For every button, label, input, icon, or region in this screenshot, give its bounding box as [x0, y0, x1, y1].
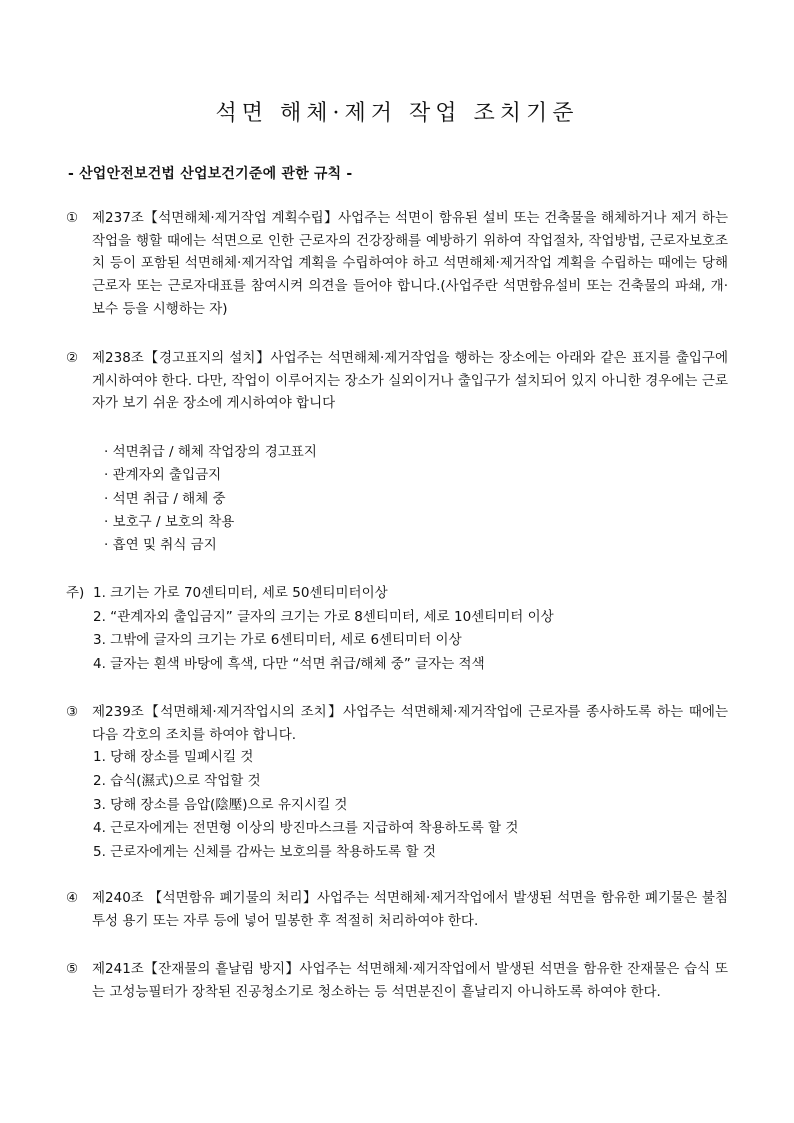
article-241	[66, 958, 728, 1003]
page-subtitle: - 산업안전보건법 산업보건기준에 관한 규칙 -	[68, 166, 353, 182]
list-item: 3. 그밖에 글자의 크기는 가로 6센티미터, 세로 6센티미터 이상	[93, 632, 462, 648]
article-number: ①	[66, 210, 79, 226]
article-text: 제239조【석면해체·제거작업시의 조치】사업주는 석면해체·제거작업에 근로자를 종사하도록 하는 때에는 다음 각호의 조치를 하여야 합니다.	[92, 704, 728, 743]
list-item: 1. 당해 장소를 밀폐시킬 것	[93, 749, 254, 765]
article-text: 제241조【잔재물의 흩날림 방지】사업주는 석면해체·제거작업에서 발생된 석면을 함유한 잔재물은 습식 또는 고성능필터가 장착된 진공청소기로 청소하는 등 석면분진이 흩날리지 아니하도록 하여야 한다.	[92, 961, 728, 1000]
article-number: ②	[66, 350, 79, 366]
list-item: 4. 글자는 흰색 바탕에 흑색, 다만 “석면 취급/해체 중” 글자는 적색	[93, 655, 485, 672]
list-item: · 석면 취급 / 해체 중	[104, 490, 226, 507]
article-number: ④	[66, 890, 79, 906]
page-title: 석면 해체·제거 작업 조치기준	[215, 101, 579, 126]
list-item: · 보호구 / 보호의 착용	[104, 513, 235, 530]
list-item: 3. 당해 장소를 음압(陰壓)으로 유지시킬 것	[93, 796, 348, 813]
list-item: · 흡연 및 취식 금지	[104, 537, 217, 554]
list-item: 5. 근로자에게는 신체를 감싸는 보호의를 착용하도록 할 것	[93, 844, 436, 861]
article-number: ③	[66, 704, 79, 720]
notes-lead: 주)	[66, 585, 85, 601]
article-number: ⑤	[66, 961, 79, 977]
list-item: 주) 1. 크기는 가로 70센티미터, 세로 50센티미터이상	[66, 582, 554, 606]
article-text: 제237조【석면해체·제거작업 계획수립】사업주는 석면이 함유된 설비 또는 건축물을 해체하거나 제거 하는 작업을 행할 때에는 석면으로 인한 근로자의 건강장해를 예방하기 위하여 작업절차, 작업방법, 근로자보호조치 등이 포함된 석면해체·제거작업 계획을 수립하여야 하고 석면해체·제거작업 계획을 수립하는 때에는 당해 근로자 또는 근로자대표를 참여시켜 의견을 들어야 합니다.(사업주란 석면함유설비 또는 건축물의 파쇄, 개·보수 등을 시행하는 자)	[92, 210, 728, 317]
list-item: · 석면취급 / 해체 작업장의 경고표지	[104, 444, 317, 460]
article-237	[66, 207, 728, 321]
list-item: 4. 근로자에게는 전면형 이상의 방진마스크를 지급하여 착용하도록 할 것	[93, 820, 519, 837]
article-240	[66, 887, 728, 932]
article-238	[66, 347, 728, 415]
sign-notes	[66, 582, 554, 676]
measures-list	[93, 746, 518, 865]
list-item: · 관계자외 출입금지	[104, 467, 222, 484]
article-text: 제238조【경고표지의 설치】사업주는 석면해체·제거작업을 행하는 장소에는 아래와 같은 표지를 출입구에 게시하여야 한다. 다만, 작업이 이루어지는 장소가 실외이거나 출입구가 설치되어 있지 아니한 경우에는 근로자가 보기 쉬운 장소에 게시하여야 합니다	[92, 350, 728, 412]
article-text: 제240조 【석면함유 폐기물의 처리】사업주는 석면해체·제거작업에서 발생된 석면을 함유한 폐기물은 불침투성 용기 또는 자루 등에 넣어 밀봉한 후 적절히 처리하여야 한다.	[92, 890, 728, 929]
list-item: 2. 습식(濕式)으로 작업할 것	[93, 772, 261, 789]
article-239	[66, 701, 728, 746]
list-item: 2. “관계자외 출입금지” 글자의 크기는 가로 8센티미터, 세로 10센티미터 이상	[93, 608, 554, 625]
warning-sign-list	[104, 441, 317, 557]
